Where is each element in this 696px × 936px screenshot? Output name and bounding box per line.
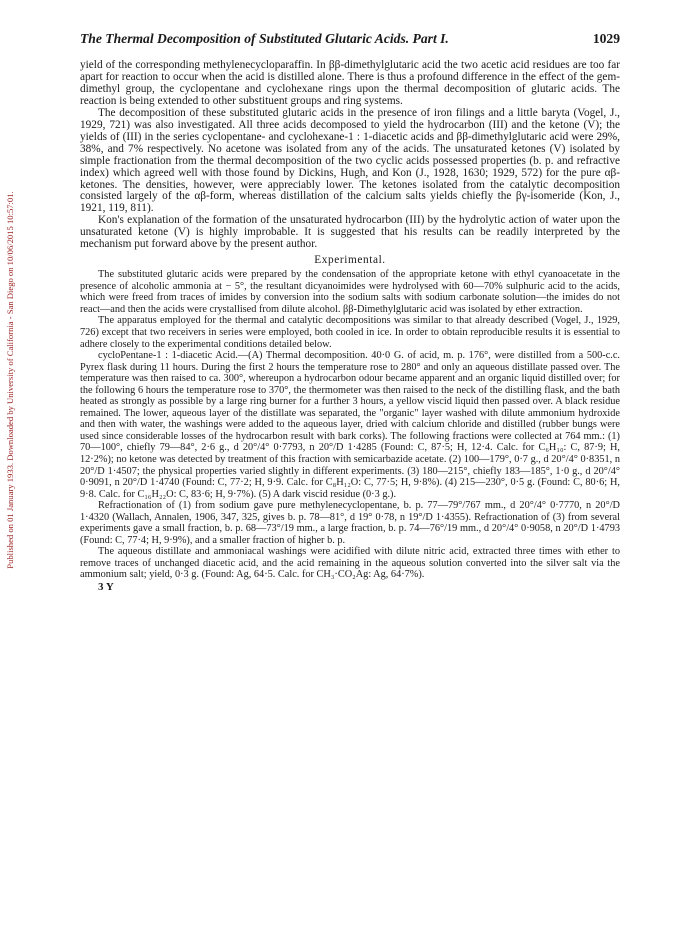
download-notice-text: Published on 01 January 1933. Downloaded by University of California - San Diego on 10/06/2015 10:57:01. bbox=[5, 191, 15, 569]
running-title: The Thermal Decomposition of Substituted Glutaric Acids. Part I. bbox=[80, 31, 449, 46]
text-column bbox=[80, 60, 620, 593]
running-header bbox=[80, 31, 620, 49]
download-notice bbox=[4, 120, 16, 640]
experimental-paragraph: The apparatus employed for the thermal and catalytic decompositions was similar to that already described (Vogel, J., 1929, 726) except that two receivers in series were employed, both cooled in ice. In order to obtain reproducible results it is essential to adhere closely to the experimental conditions detailed below. bbox=[80, 315, 620, 350]
signature-mark: 3 Y bbox=[98, 581, 114, 594]
paragraph: The decomposition of these substituted glutaric acids in the presence of iron filings and a little baryta (Vogel, J., 1929, 721) was also investigated. All three acids decomposed to yield the hydrocarbon (III) and the ketone (V); the yields of (III) in the series cyclopentane- and cyclohexane-1 : 1-diacetic acids and ββ-dimethylglutaric acid were 29%, 38%, and 7% respectively. No acetone was isolated from any of the acids. The unsaturated ketones (V) isolated by simple fractionation from the thermal decomposition of the two cyclic acids possessed properties (b. p. and refractive index) which agreed well with those found by Dickins, Hugh, and Kon (J., 1928, 1630; 1929, 572) for the pure αβ-ketones. The densities, however, were appreciably lower. The ketones isolated from the catalytic decomposition consisted largely of the αβ-form, whereas distillation of the calcium salts yields chiefly the βγ-isomeride (Kon, J., 1921, 119, 811). bbox=[80, 106, 620, 215]
paragraph: yield of the corresponding methylenecycloparaffin. In ββ-dimethylglutaric acid the two acetic acid residues are too far apart for reaction to occur when the acid is distilled alone. There is thus a profound difference in the effect of the gem-dimethyl group, the cyclopentane and cyclohexane rings upon the thermal decomposition of glutaric acids. The reaction is being extended to other substituent groups and ring systems. bbox=[80, 59, 620, 107]
experimental-paragraph: The substituted glutaric acids were prepared by the condensation of the appropriate ketone with ethyl cyanoacetate in the presence of alcoholic ammonia at − 5°, the resultant dicyanoimides were hydrolysed with 60—70% sulphuric acid to the acids, which were freed from traces of imides by conversion into the sodium salts with sodium carbonate solution—the imides do not react—and then the acids were crystallised from dilute alcohol. ββ-Dimethylglutaric acid was isolated by ether extraction. bbox=[80, 269, 620, 315]
paragraph: Kon's explanation of the formation of the unsaturated hydrocarbon (III) by the hydrolytic action of water upon the unsaturated ketone (V) is highly improbable. It is suggested that his results can be readily interpreted by the mechanism put forward above by the present author. bbox=[80, 214, 620, 251]
experimental-paragraph: cycloPentane-1 : 1-diacetic Acid.—(A) Thermal decomposition. 40·0 G. of acid, m. p. 176°, were distilled from a 500-c.c. Pyrex flask during 11 hours. During the first 2 hours the temperature rose to 280° and only an aqueous distillate passed over. The temperature was then raised to ca. 300°, whereupon a hydrocarbon odour became apparent and an organic liquid distilled over; for the following 6 hours the temperature rose to 370°, the thermometer was then raised to the neck of the distilling flask, and the bath heated as strongly as possible by a large ring burner for a further 3 hours, a yellow viscid liquid then passed over. A black residue remained. The lower, aqueous layer of the distillate was separated, the "organic" layer washed with dilute ammonium hydroxide and then with water, the washings were added to the aqueous layer, dried with calcium chloride and distilled (rubber bungs were used since considerable losses of the hydrocarbon result with bark corks). The following fractions were collected at 764 mm.: (1) 70—100°, chiefly 79—84°, 2·6 g., d 20°/4° 0·7793, n 20°/D 1·4285 (Found: C, 87·5; H, 12·4. Calc. for C₆H₁₀: C, 87·9; H, 12·2%); no ketone was detected by treatment of this fraction with semicarbazide acetate. (2) 100—179°, 0·7 g., d 20°/4° 0·8351, n 20°/D 1·4507; the physical properties varied slightly in different experiments. (3) 180—215°, chiefly 183—185°, 1·0 g., d 20°/4° 0·9091, n 20°/D 1·4740 (Found: C, 77·2; H, 9·9. Calc. for C₈H₁₂O: C, 77·5; H, 9·8%). (4) 215—230°, 0·5 g. (Found: C, 80·6; H, 9·8. Calc. for C₁₆H₂₂O: C, 83·6; H, 9·7%). (5) A dark viscid residue (0·3 g.). bbox=[80, 350, 620, 500]
page-number: 1029 bbox=[592, 31, 620, 46]
experimental-paragraph: The aqueous distillate and ammoniacal washings were acidified with dilute nitric acid, extracted three times with ether to remove traces of unchanged diacetic acid, and the acid remaining in the aqueous solution converted into the silver salt via the ammonium salt; yield, 0·3 g. (Found: Ag, 64·5. Calc. for CH₃·CO₂Ag: Ag, 64·7%). bbox=[80, 546, 620, 581]
section-heading: Experimental. bbox=[314, 254, 386, 267]
experimental-paragraph: Refractionation of (1) from sodium gave pure methylenecyclopentane, b. p. 77—79°/767 mm., d 20°/4° 0·7770, n 20°/D 1·4320 (Wallach, Annalen, 1906, 347, 325, gives b. p. 78—81°, d 19° 0·78, n 19°/D 1·4355). Refractionation of (3) from several experiments gave a small fraction, b. p. 68—73°/19 mm., a large fraction, b. p. 74—76°/19 mm., d 20°/4° 0·9058, n 20°/D 1·4793 (Found: C, 77·4; H, 9·9%), and a smaller fraction of higher b. p. bbox=[80, 500, 620, 546]
